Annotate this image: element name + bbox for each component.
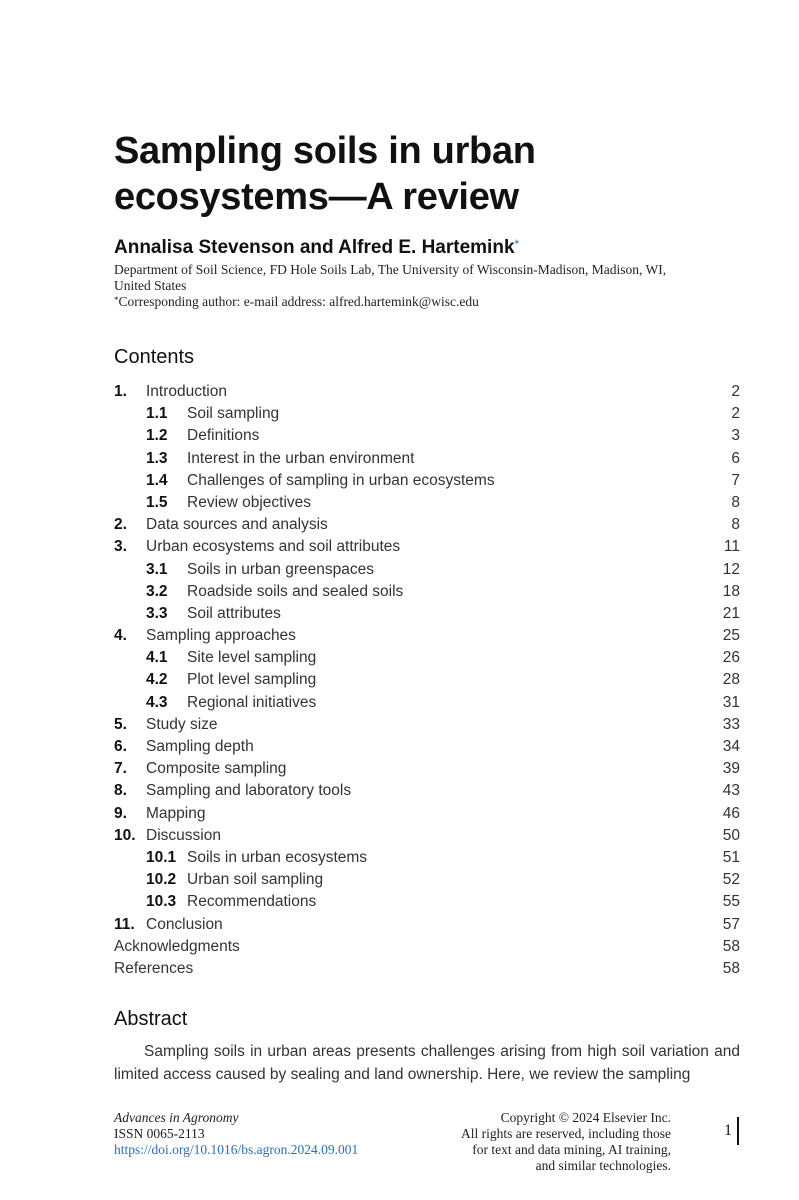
- toc-entry-number: 4.2: [146, 671, 168, 689]
- footer-copyright: [461, 1110, 671, 1174]
- toc-entry-page: 58: [722, 959, 740, 977]
- toc-entry[interactable]: [114, 714, 740, 736]
- toc-entry[interactable]: [114, 470, 740, 492]
- copyright-line: and similar technologies.: [535, 1158, 671, 1173]
- toc-entry-label: Sampling approaches: [146, 627, 296, 645]
- toc-entry-page: 7: [731, 471, 740, 489]
- toc-entry-label: Plot level sampling: [187, 671, 317, 689]
- toc-entry-page: 18: [722, 582, 740, 600]
- toc-entry-number: 8.: [114, 782, 127, 800]
- toc-entry-label: Recommendations: [187, 893, 317, 911]
- toc-entry-number: 3.3: [146, 604, 168, 622]
- toc-entry-number: 1.2: [146, 427, 168, 445]
- toc-entry-page: 2: [731, 405, 740, 423]
- toc-entry[interactable]: [114, 647, 740, 669]
- toc-entry-number: 4.1: [146, 649, 168, 667]
- abstract-heading: Abstract: [114, 1008, 188, 1030]
- toc-entry-label: Soils in urban greenspaces: [187, 560, 374, 578]
- copyright-line: for text and data mining, AI training,: [472, 1142, 671, 1157]
- corresponding-author-note: [114, 294, 714, 310]
- toc-entry-number: 7.: [114, 760, 127, 778]
- toc-entry-page: 34: [722, 738, 740, 755]
- toc-entry-label: Challenges of sampling in urban ecosystems: [187, 471, 495, 489]
- page-number: 1: [724, 1122, 732, 1139]
- toc-entry-label: Urban soil sampling: [187, 871, 324, 889]
- toc-entry-label: Urban ecosystems and soil attributes: [146, 538, 401, 556]
- toc-entry-page: 8: [731, 493, 740, 511]
- toc-entry-page: 12: [722, 560, 740, 578]
- copyright-line: Copyright © 2024 Elsevier Inc.: [500, 1110, 671, 1125]
- toc-entry-page: 31: [722, 693, 740, 711]
- toc-entry-page: 55: [722, 893, 740, 911]
- toc-entry-page: 46: [722, 804, 740, 822]
- toc-entry-page: 51: [722, 848, 740, 866]
- toc-entry[interactable]: [114, 869, 740, 891]
- toc-entry[interactable]: [114, 492, 740, 514]
- toc-entry-label: Sampling and laboratory tools: [146, 782, 352, 800]
- toc-entry[interactable]: [114, 758, 740, 780]
- toc-entry-label: Interest in the urban environment: [187, 449, 415, 467]
- toc-entry-number: 1.5: [146, 493, 168, 511]
- toc-entry-page: 6: [731, 449, 740, 467]
- copyright-line: All rights are reserved, including those: [461, 1126, 671, 1141]
- contents-heading: Contents: [114, 346, 195, 368]
- toc-entry[interactable]: [114, 825, 740, 847]
- toc-entry-page: 33: [722, 715, 740, 733]
- toc-entry[interactable]: [114, 514, 740, 536]
- toc-entry[interactable]: [114, 669, 740, 691]
- toc-entry[interactable]: [114, 403, 740, 425]
- toc-entry[interactable]: [114, 847, 740, 869]
- toc-entry-number: 10.: [114, 826, 136, 844]
- toc-entry-number: 3.: [114, 538, 127, 556]
- toc-entry-label: Discussion: [146, 826, 221, 844]
- toc-entry-page: 52: [722, 871, 740, 889]
- toc-entry-page: 25: [722, 627, 740, 645]
- toc-entry-label: Site level sampling: [187, 649, 317, 667]
- toc-entry-page: 28: [722, 671, 740, 689]
- toc-entry[interactable]: [114, 692, 740, 714]
- toc-entry-label: Definitions: [187, 427, 260, 445]
- toc-entry[interactable]: [114, 936, 740, 958]
- toc-entry-number: 6.: [114, 738, 127, 755]
- corresponding-author-mark[interactable]: *: [514, 237, 520, 251]
- toc-entry-number: 10.1: [146, 848, 177, 866]
- toc-entry-label: References: [114, 959, 194, 977]
- affiliation: Department of Soil Science, FD Hole Soils Lab, The University of Wisconsin-Madison, Madison, WI, United States: [114, 262, 667, 293]
- toc-entry-label: Sampling depth: [146, 738, 254, 755]
- toc-entry-label: Soils in urban ecosystems: [187, 848, 368, 866]
- page-number-rule: [737, 1117, 739, 1145]
- toc-entry-page: 26: [722, 649, 740, 667]
- toc-entry-page: 21: [722, 604, 740, 622]
- toc-entry-number: 10.3: [146, 893, 177, 911]
- toc-entry-label: Review objectives: [187, 493, 312, 511]
- toc-entry[interactable]: [114, 603, 740, 625]
- toc-entry-label: Composite sampling: [146, 760, 287, 778]
- toc-entry[interactable]: [114, 958, 740, 980]
- toc-entry[interactable]: [114, 581, 740, 603]
- doi-link[interactable]: https://doi.org/10.1016/bs.agron.2024.09.001: [114, 1142, 359, 1157]
- toc-entry-number: 5.: [114, 715, 127, 733]
- toc-entry-label: Mapping: [146, 804, 206, 822]
- toc-entry-label: Data sources and analysis: [146, 516, 328, 534]
- author-names: Annalisa Stevenson and Alfred E. Hartemink: [114, 237, 515, 258]
- corresponding-note-mark: *: [114, 295, 119, 305]
- toc-entry-number: 1.1: [146, 405, 168, 423]
- toc-entry-number: 3.2: [146, 582, 168, 600]
- toc-entry-number: 4.: [114, 627, 127, 645]
- toc-entry-number: 4.3: [146, 693, 168, 711]
- toc-entry-page: 3: [731, 427, 740, 445]
- toc-entry-number: 3.1: [146, 560, 168, 578]
- toc-entry[interactable]: [114, 536, 740, 558]
- toc-entry-label: Study size: [146, 715, 218, 733]
- journal-name: Advances in Agronomy: [114, 1110, 239, 1125]
- toc-entry-number: 11.: [114, 915, 135, 933]
- toc-entry[interactable]: [114, 780, 740, 802]
- corresponding-author-text: Corresponding author: e-mail address: alfred.hartemink@wisc.edu: [118, 294, 479, 309]
- toc-entry-label: Soil sampling: [187, 405, 280, 423]
- toc-entry[interactable]: [114, 736, 740, 758]
- toc-entry-page: 2: [731, 383, 740, 400]
- toc-entry-label: Regional initiatives: [187, 693, 317, 711]
- toc-entry-label: Roadside soils and sealed soils: [187, 582, 404, 600]
- toc-entry-number: 2.: [114, 516, 127, 534]
- toc-entry-page: 58: [722, 937, 740, 955]
- toc-entry-page: 43: [722, 782, 740, 800]
- toc-entry[interactable]: [114, 803, 740, 825]
- abstract-text: Sampling soils in urban areas presents challenges arising from high soil variation and limited access caused by sealing and land ownership. Here, we review the sampling: [114, 1043, 740, 1083]
- toc-entry[interactable]: [114, 381, 740, 403]
- toc-entry[interactable]: [114, 559, 740, 581]
- toc-entry[interactable]: [114, 448, 740, 470]
- toc-entry-page: 57: [722, 915, 740, 933]
- toc-entry-number: 1.4: [146, 471, 168, 489]
- author-line: [114, 236, 519, 260]
- toc-entry-number: 10.2: [146, 871, 177, 889]
- toc-entry[interactable]: [114, 425, 740, 447]
- toc-entry-number: 1.3: [146, 449, 168, 467]
- toc-entry-label: Conclusion: [146, 915, 223, 933]
- toc-entry-page: 8: [731, 516, 740, 534]
- toc-entry-page: 11: [723, 538, 740, 556]
- article-title: Sampling soils in urban ecosystems—A review: [114, 130, 536, 218]
- toc-entry-label: Soil attributes: [187, 604, 281, 622]
- toc-entry[interactable]: [114, 891, 740, 913]
- footer-journal-info: [114, 1110, 358, 1158]
- toc-entry-label: Introduction: [146, 383, 227, 400]
- toc-entry-number: 1.: [114, 383, 127, 400]
- toc-entry-label: Acknowledgments: [114, 937, 240, 955]
- toc-entry[interactable]: [114, 625, 740, 647]
- toc-entry-page: 50: [722, 826, 740, 844]
- toc-entry-page: 39: [722, 760, 740, 778]
- issn: ISSN 0065-2113: [114, 1126, 205, 1141]
- toc-entry-number: 9.: [114, 804, 127, 822]
- toc-entry[interactable]: [114, 914, 740, 936]
- table-of-contents: [114, 381, 740, 980]
